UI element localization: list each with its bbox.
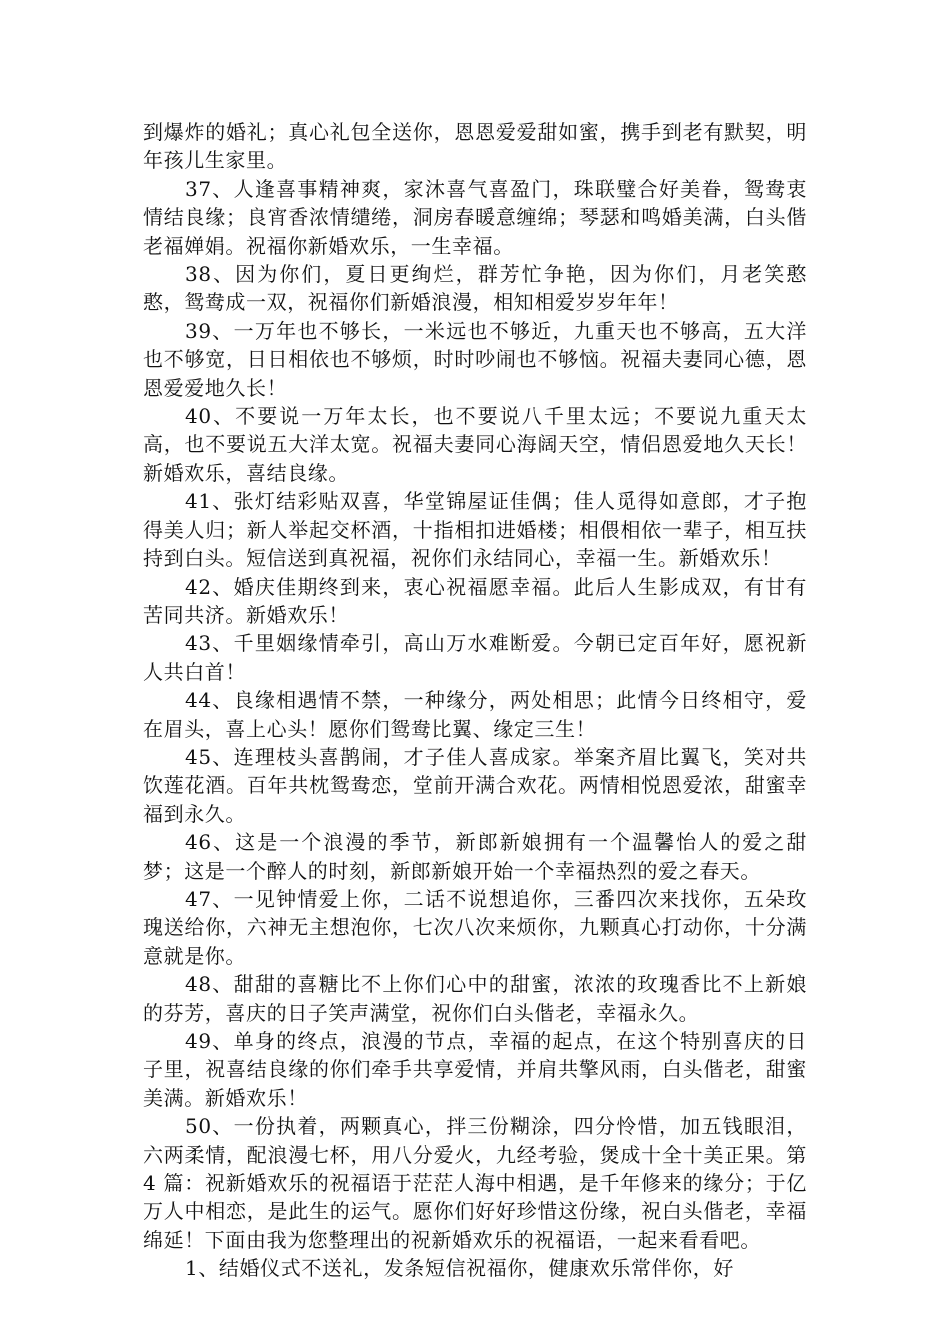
- paragraph-44: 44、良缘相遇情不禁，一种缘分，两处相思；此情今日终相守，爱在眉头，喜上心头！愿你们鸳鸯比翼、缘定三生！: [143, 688, 807, 741]
- paragraph-43: 43、千里姻缘情牵引，高山万水难断爱。今朝已定百年好，愿祝新人共白首！: [143, 631, 807, 684]
- paragraph-50: 50、一份执着，两颗真心，拌三份糊涂，四分怜惜，加五钱眼泪，六两柔情，配浪漫七杯，用八分爱火，九经考验，煲成十全十美正果。第 4 篇：祝新婚欢乐的祝福语于茫茫人海中相遇，是千年修来的缘分；于亿万人中相恋，是此生的运气。愿你们好好珍惜这份缘，祝白头偕老，幸福绵延！下面由我为您整理出的祝新婚欢乐的祝福语，一起来看看吧。: [143, 1114, 807, 1252]
- paragraph-1: 1、结婚仪式不送礼，发条短信祝福你，健康欢乐常伴你，好: [185, 1256, 734, 1281]
- paragraph-41: 41、张灯结彩贴双喜，华堂锦屋证佳偶；佳人觅得如意郎，才子抱得美人归；新人举起交杯酒，十指相扣进婚楼；相偎相依一辈子，相互扶持到白头。短信送到真祝福，祝你们永结同心，幸福一生。新婚欢乐！: [143, 489, 807, 571]
- paragraph-49: 49、单身的终点，浪漫的节点，幸福的起点，在这个特别喜庆的日子里，祝喜结良缘的你们牵手共享爱情，并肩共擎风雨，白头偕老，甜蜜美满。新婚欢乐！: [143, 1029, 807, 1110]
- paragraph-39: 39、一万年也不够长，一米远也不够近，九重天也不够高，五大洋也不够宽，日日相依也不够烦，时时吵闹也不够恼。祝福夫妻同心德，恩恩爱爱地久长！: [143, 318, 807, 400]
- paragraph-42: 42、婚庆佳期终到来，衷心祝福愿幸福。此后人生影成双，有甘有苦同共济。新婚欢乐！: [143, 574, 807, 627]
- paragraph-37: 37、人逢喜事精神爽，家沐喜气喜盈门，珠联璧合好美眷，鸳鸯衷情结良缘；良宵香浓情缱绻，洞房春暖意缠绵；琴瑟和鸣婚美满，白头偕老福婵娟。祝福你新婚欢乐，一生幸福。: [143, 176, 807, 258]
- paragraph-48: 48、甜甜的喜糖比不上你们心中的甜蜜，浓浓的玫瑰香比不上新娘的芬芳，喜庆的日子笑声满堂，祝你们白头偕老，幸福永久。: [143, 972, 807, 1025]
- paragraph-40: 40、不要说一万年太长，也不要说八千里太远；不要说九重天太高，也不要说五大洋太宽。祝福夫妻同心海阔天空，情侣恩爱地久天长！新婚欢乐，喜结良缘。: [143, 404, 807, 485]
- paragraph-38: 38、因为你们，夏日更绚烂，群芳忙争艳，因为你们，月老笑憨憨，鸳鸯成一双，祝福你们新婚浪漫，相知相爱岁岁年年！: [143, 262, 807, 315]
- paragraph-47: 47、一见钟情爱上你，二话不说想追你，三番四次来找你，五朵玫瑰送给你，六神无主想泡你，七次八次来烦你，九颗真心打动你，十分满意就是你。: [143, 886, 807, 968]
- document-page: [143, 118, 807, 1283]
- paragraph-46: 46、这是一个浪漫的季节，新郎新娘拥有一个温馨怡人的爱之甜梦；这是一个醉人的时刻，新郎新娘开始一个幸福热烈的爱之春天。: [143, 830, 807, 883]
- paragraph-continuation: 到爆炸的婚礼；真心礼包全送你，恩恩爱爱甜如蜜，携手到老有默契，明年孩儿生家里。: [143, 120, 807, 173]
- paragraph-45: 45、连理枝头喜鹊闹，才子佳人喜成家。举案齐眉比翼飞，笑对共饮莲花酒。百年共枕鸳鸯恋，堂前开满合欢花。两情相悦恩爱浓，甜蜜幸福到永久。: [143, 744, 807, 826]
